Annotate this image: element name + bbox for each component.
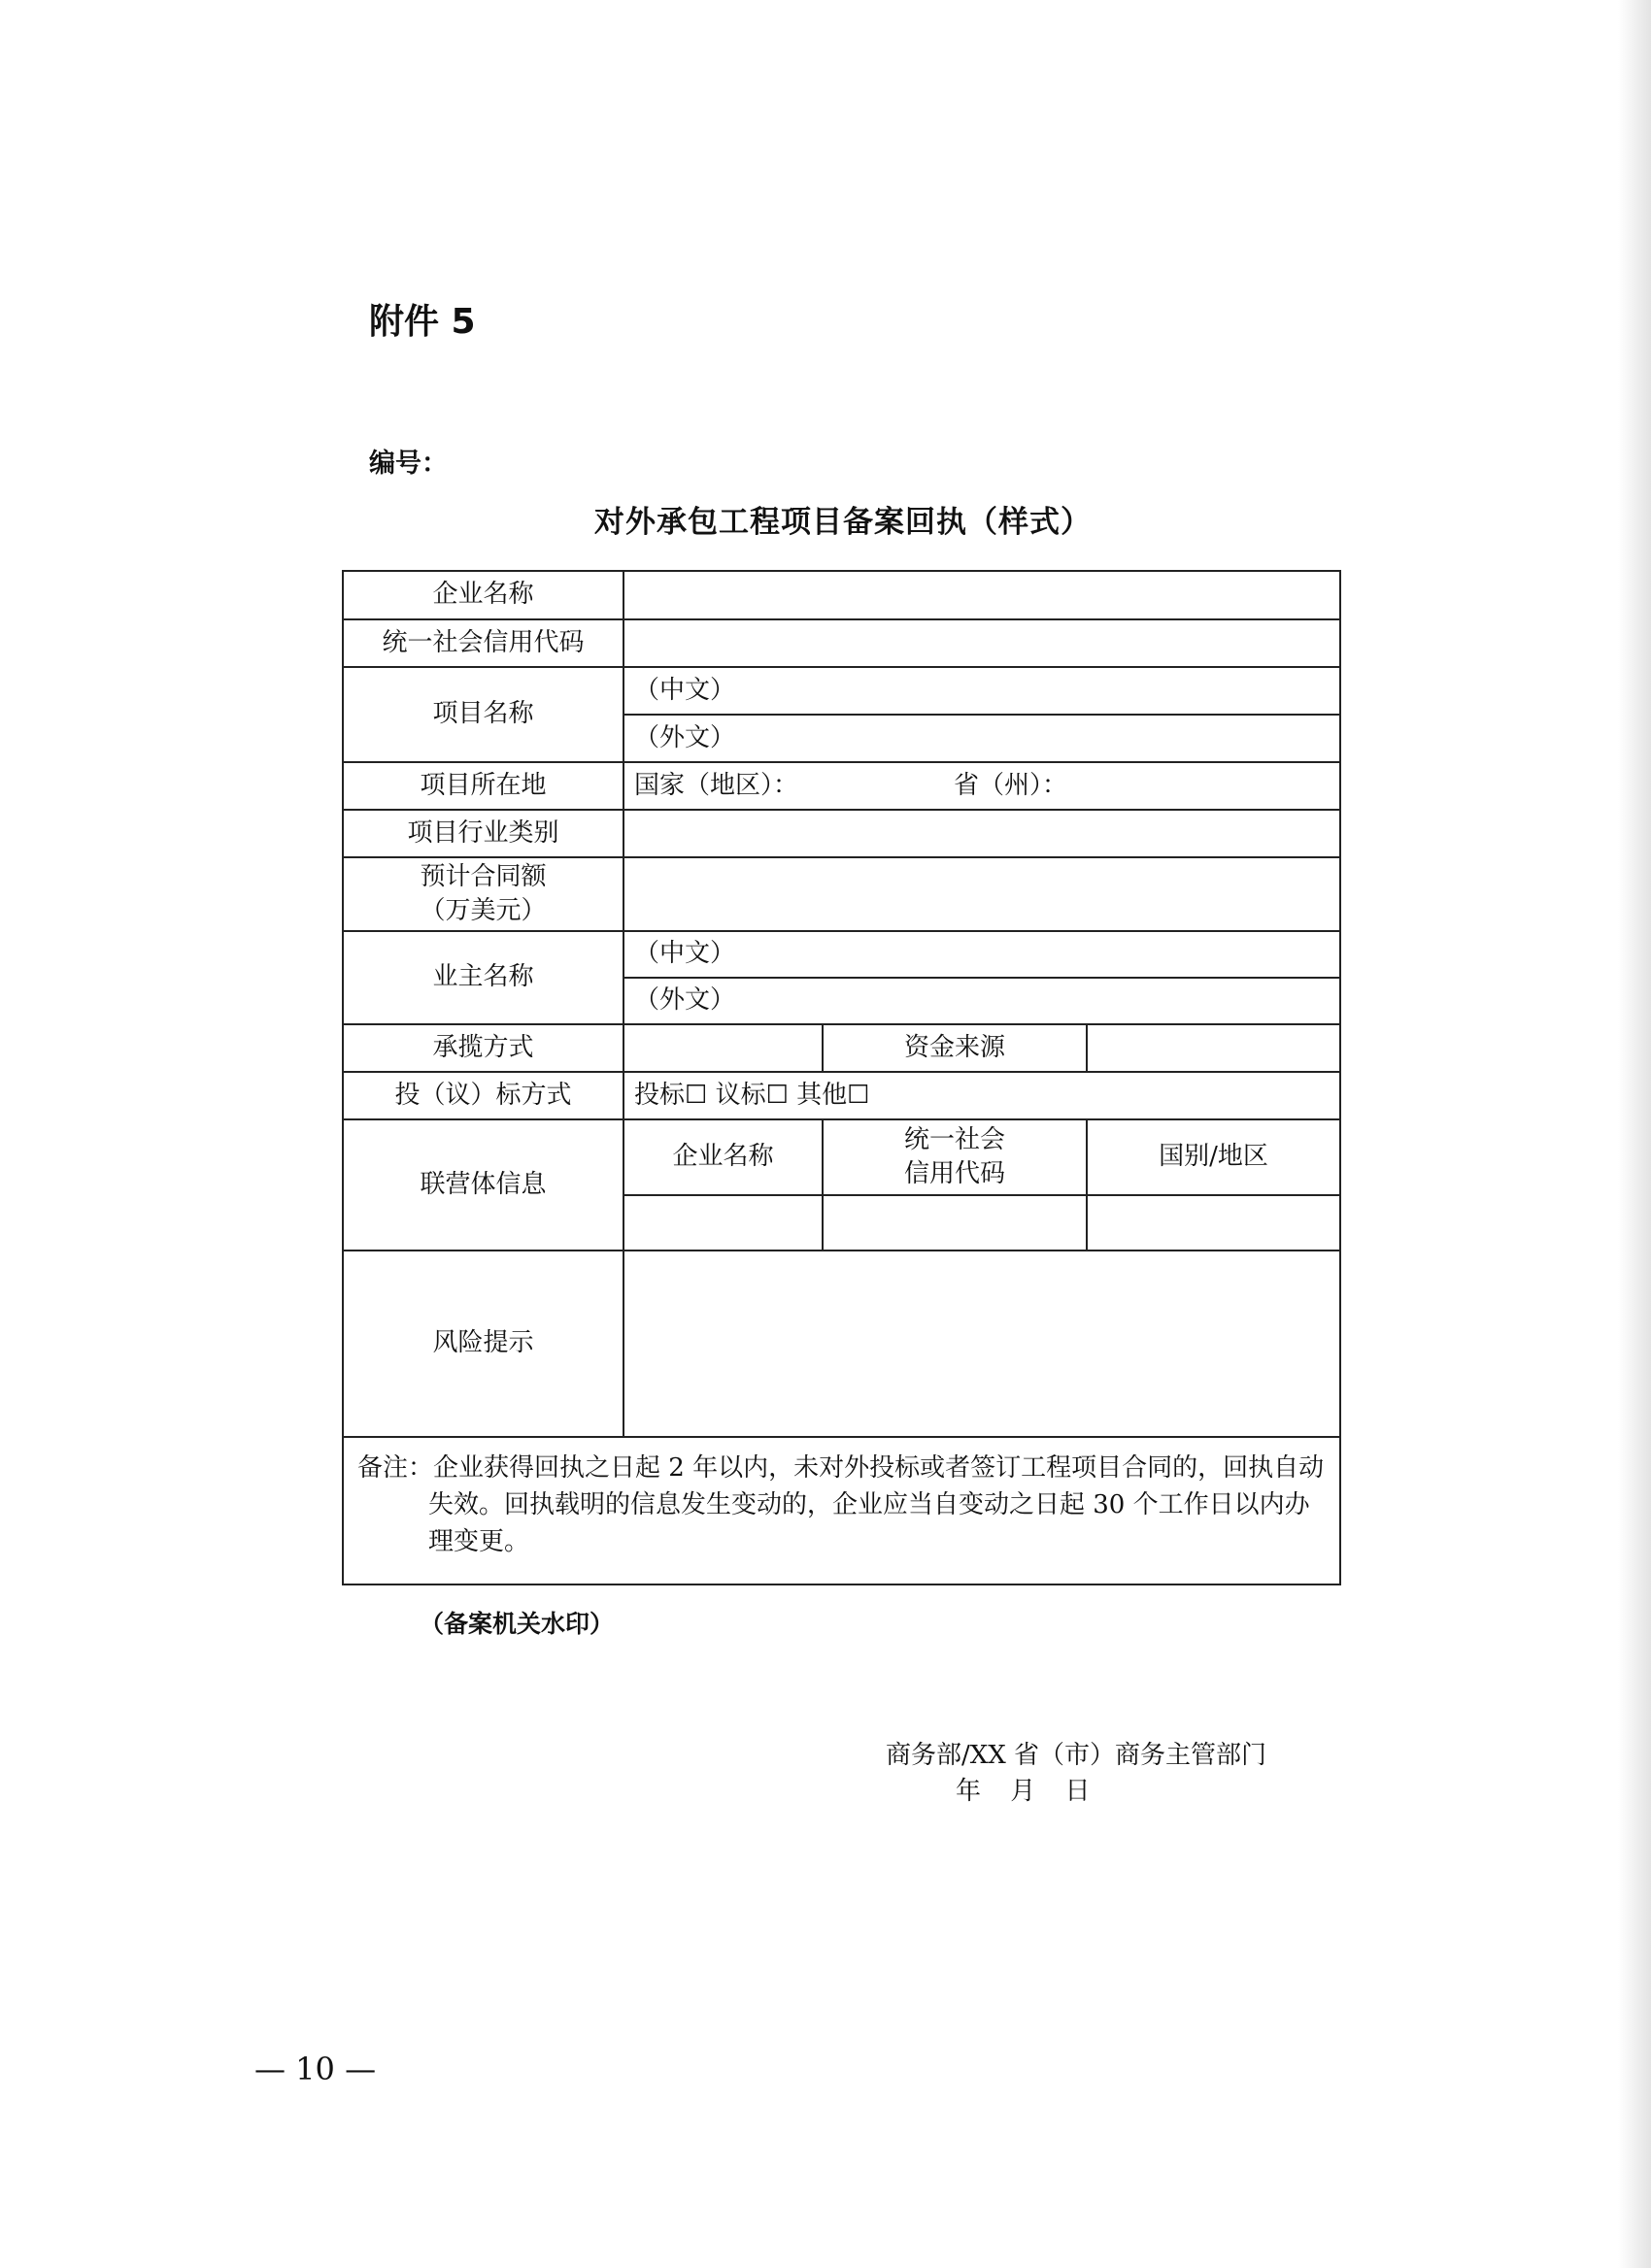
- label-owner-name: 业主名称: [343, 931, 623, 1024]
- row-consortium-header: [343, 1119, 1340, 1195]
- value-credit-code: [623, 619, 1340, 667]
- date-line: 年 月 日: [956, 1777, 1091, 1806]
- label-contracting-method: 承揽方式: [343, 1024, 623, 1072]
- value-risk-notice: [623, 1251, 1340, 1437]
- label-risk-notice: 风险提示: [343, 1251, 623, 1437]
- row-bid-method: [343, 1072, 1340, 1119]
- filing-receipt-form: [342, 570, 1341, 1585]
- consortium-code-line1: 统一社会: [903, 1124, 1005, 1154]
- value-contracting-method: [623, 1024, 823, 1072]
- value-company-name: [623, 571, 1340, 619]
- attachment-label: 附件 5: [369, 302, 476, 342]
- label-location: 项目所在地: [343, 762, 623, 810]
- row-location: [343, 762, 1340, 810]
- consortium-code-line2: 信用代码: [903, 1159, 1005, 1188]
- row-industry: [343, 810, 1340, 857]
- label-contract-amount: [343, 857, 623, 931]
- note-text: 备注：企业获得回执之日起 2 年以内，未对外投标或者签订工程项目合同的，回执自动失效。回执载明的信息发生变动的，企业应当自变动之日起 30 个工作日以内办理变更。: [357, 1453, 1325, 1556]
- value-industry: [623, 810, 1340, 857]
- label-industry: 项目行业类别: [343, 810, 623, 857]
- row-contract-amount: [343, 857, 1340, 931]
- consortium-region-value: [1087, 1195, 1340, 1251]
- serial-number-label: 编号：: [369, 449, 448, 479]
- label-bid-method: 投（议）标方式: [343, 1072, 623, 1119]
- row-owner-name-cn: [343, 931, 1340, 978]
- note-cell: [343, 1437, 1340, 1584]
- row-note: [343, 1437, 1340, 1584]
- issuing-authority: 商务部/XX 省（市）商务主管部门: [886, 1741, 1267, 1770]
- label-consortium-info: 联营体信息: [343, 1119, 623, 1251]
- project-name-chinese: （中文）: [623, 667, 1340, 715]
- province-label: 省（州）：: [954, 770, 1068, 800]
- contract-amount-line2: （万美元）: [420, 896, 547, 925]
- project-name-foreign: （外文）: [623, 715, 1340, 762]
- page-number: — 10 —: [254, 2051, 377, 2087]
- label-project-name: 项目名称: [343, 667, 623, 762]
- consortium-col-region: 国别/地区: [1087, 1119, 1340, 1195]
- consortium-col-credit-code: [823, 1119, 1087, 1195]
- consortium-col-company: 企业名称: [623, 1119, 823, 1195]
- row-company-name: [343, 571, 1340, 619]
- owner-name-foreign: （外文）: [623, 978, 1340, 1024]
- owner-name-chinese: （中文）: [623, 931, 1340, 978]
- consortium-code-value: [823, 1195, 1087, 1251]
- document-title: 对外承包工程项目备案回执（样式）: [594, 505, 1092, 540]
- country-label: 国家（地区）：: [634, 770, 799, 800]
- label-fund-source: 资金来源: [823, 1024, 1087, 1072]
- consortium-company-value: [623, 1195, 823, 1251]
- label-credit-code: 统一社会信用代码: [343, 619, 623, 667]
- label-company-name: 企业名称: [343, 571, 623, 619]
- row-risk-notice: [343, 1251, 1340, 1437]
- value-contract-amount: [623, 857, 1340, 931]
- contract-amount-line1: 预计合同额: [420, 861, 547, 891]
- value-location: [623, 762, 1340, 810]
- row-contracting-method: [343, 1024, 1340, 1072]
- row-project-name-cn: [343, 667, 1340, 715]
- page-edge-shadow: [1618, 0, 1651, 2268]
- value-fund-source: [1087, 1024, 1340, 1072]
- bid-method-options: 投标☐ 议标☐ 其他☐: [623, 1072, 1340, 1119]
- seal-watermark-label: （备案机关水印）: [420, 1610, 615, 1638]
- row-credit-code: [343, 619, 1340, 667]
